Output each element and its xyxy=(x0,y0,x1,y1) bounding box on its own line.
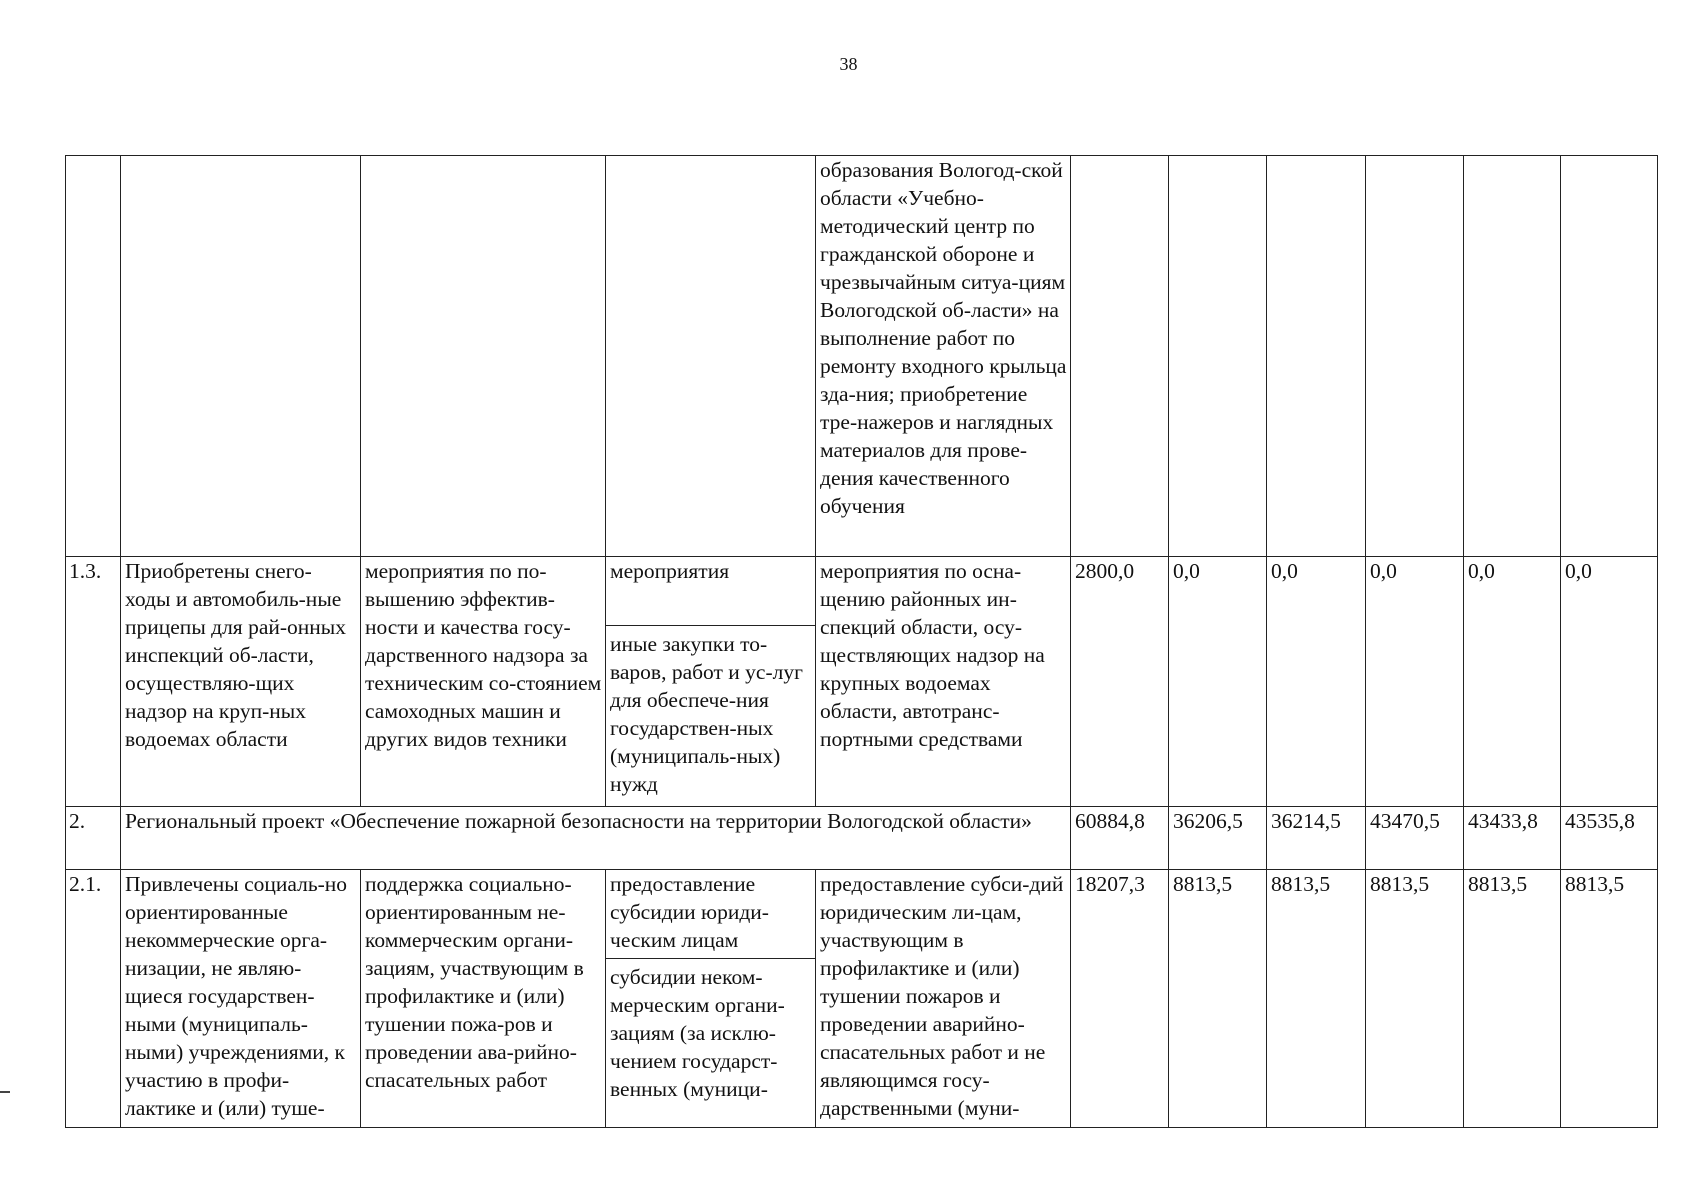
expense-type-top: мероприятия xyxy=(606,557,815,626)
cell-value-4: 0,0 xyxy=(1366,557,1464,807)
cell-value-6 xyxy=(1561,156,1658,557)
cell-no: 2.1. xyxy=(66,870,121,1128)
cell-no: 1.3. xyxy=(66,557,121,807)
page-number: 38 xyxy=(839,54,858,74)
cell-value-3: 8813,5 xyxy=(1267,870,1366,1128)
cell-value-3: 36214,5 xyxy=(1267,807,1366,870)
cell-result: Привлечены социаль-но ориентированные некоммерческие орга-низации, не являю-щиеся государствен-ными (муниципаль-ными) учреждениями, к участию в профи-лактике и (или) туше- xyxy=(121,870,361,1128)
cell-value-5: 43433,8 xyxy=(1464,807,1561,870)
cell-project-title: Региональный проект «Обеспечение пожарной безопасности на территории Вологодской области» xyxy=(121,807,1071,870)
program-table xyxy=(65,155,1658,1128)
table-row-1-3 xyxy=(66,557,1658,807)
cell-value-5: 8813,5 xyxy=(1464,870,1561,1128)
cell-value-2 xyxy=(1169,156,1267,557)
cell-result: Приобретены снего-ходы и автомобиль-ные прицепы для рай-онных инспекций об-ласти, осуществляю-щих надзор на круп-ных водоемах области xyxy=(121,557,361,807)
cell-description: мероприятия по осна-щению районных ин-спекций области, осу-ществляющих надзор на крупных водоемах области, автотранс-портными средствами xyxy=(816,557,1071,807)
cell-activity xyxy=(361,156,606,557)
cell-description: предоставление субси-дий юридическим ли-цам, участвующим в профилактике и (или) тушении пожаров и проведении аварийно-спасательных работ и не являющимся госу-дарственными (муни- xyxy=(816,870,1071,1128)
cell-no xyxy=(66,156,121,557)
cell-no: 2. xyxy=(66,807,121,870)
cell-value-1: 2800,0 xyxy=(1071,557,1169,807)
cell-value-4 xyxy=(1366,156,1464,557)
cell-description: образования Вологод-ской области «Учебно-методический центр по гражданской обороне и чрезвычайным ситуа-циям Вологодской об-ласти» на выполнение работ по ремонту входного крыльца зда-ния; приобретение тре-нажеров и наглядных материалов для прове-дения качественного обучения xyxy=(816,156,1071,557)
cell-value-3: 0,0 xyxy=(1267,557,1366,807)
cell-value-5: 0,0 xyxy=(1464,557,1561,807)
table-row-2-1 xyxy=(66,870,1658,1128)
margin-mark xyxy=(0,1091,10,1093)
expense-type-top: предоставление субсидии юриди-ческим лицам xyxy=(606,870,815,959)
cell-value-2: 36206,5 xyxy=(1169,807,1267,870)
table-row-continuation xyxy=(66,156,1658,557)
cell-value-1 xyxy=(1071,156,1169,557)
cell-value-1: 18207,3 xyxy=(1071,870,1169,1128)
cell-value-4: 8813,5 xyxy=(1366,870,1464,1128)
cell-expense-type xyxy=(606,557,816,807)
expense-type-bottom: иные закупки то-варов, работ и ус-луг для обеспече-ния государствен-ных (муниципаль-ных) нужд xyxy=(610,632,803,796)
cell-value-1: 60884,8 xyxy=(1071,807,1169,870)
cell-expense-type xyxy=(606,156,816,557)
cell-value-6: 0,0 xyxy=(1561,557,1658,807)
cell-activity: поддержка социально-ориентированным не-коммерческим органи-зациям, участвующим в профилактике и (или) тушении пожа-ров и проведении ава-рийно-спасательных работ xyxy=(361,870,606,1128)
cell-activity: мероприятия по по-вышению эффектив-ности и качества госу-дарственного надзора за техническим со-стоянием самоходных машин и других видов техники xyxy=(361,557,606,807)
cell-value-6: 8813,5 xyxy=(1561,870,1658,1128)
cell-result xyxy=(121,156,361,557)
table-row-2 xyxy=(66,807,1658,870)
cell-value-6: 43535,8 xyxy=(1561,807,1658,870)
cell-value-4: 43470,5 xyxy=(1366,807,1464,870)
expense-type-bottom: субсидии неком-мерческим органи-зациям (за исклю-чением государст-венных (муници- xyxy=(610,965,785,1101)
cell-value-5 xyxy=(1464,156,1561,557)
cell-value-2: 0,0 xyxy=(1169,557,1267,807)
cell-value-3 xyxy=(1267,156,1366,557)
cell-expense-type xyxy=(606,870,816,1128)
cell-value-2: 8813,5 xyxy=(1169,870,1267,1128)
